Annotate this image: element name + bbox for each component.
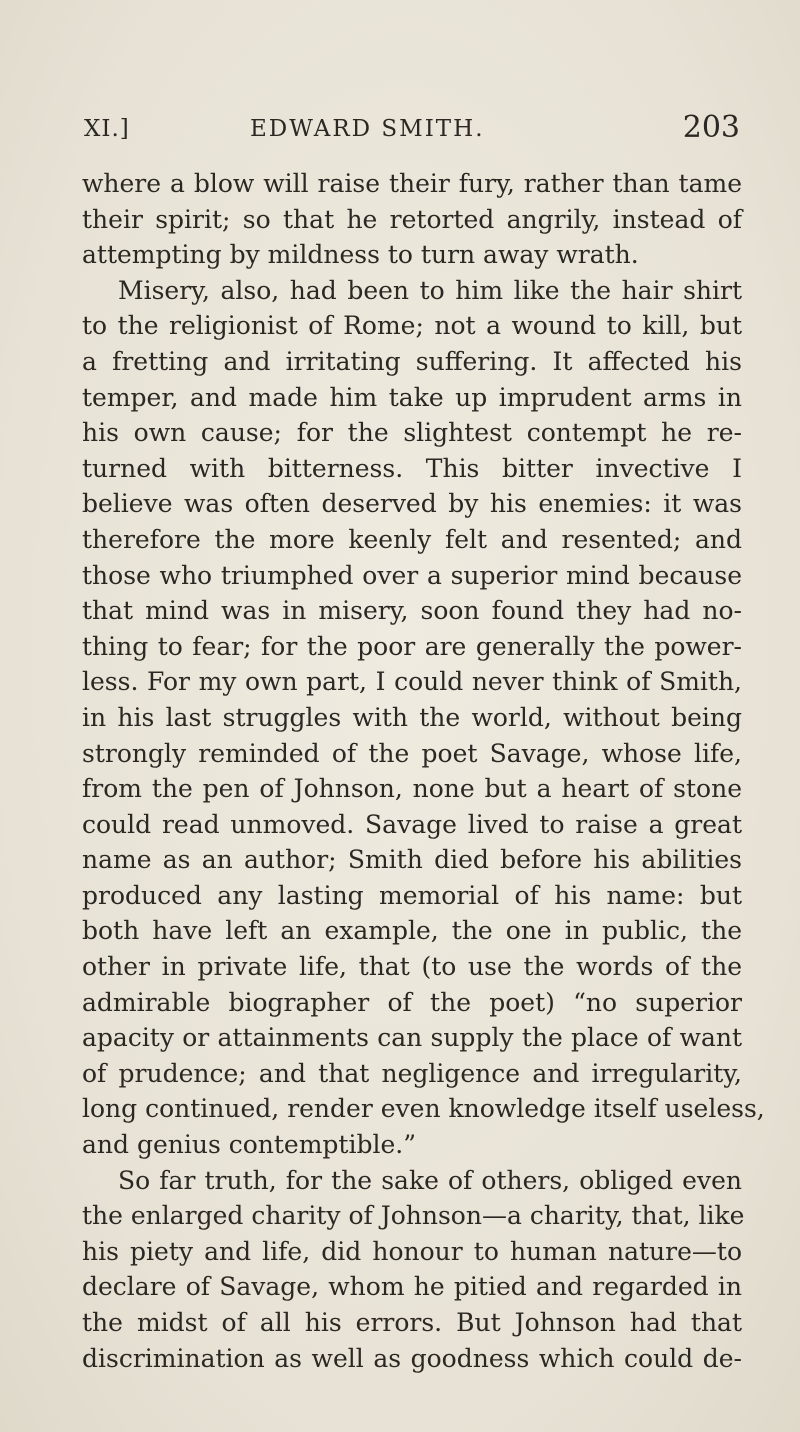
text-line: his piety and life, did honour to human nature—to	[82, 1236, 742, 1266]
text-line: and genius contemptible.”	[82, 1130, 416, 1160]
text-line: to the religionist of Rome; not a wound to kill, but	[82, 311, 742, 341]
text-line: the enlarged charity of Johnson—a charity, that, like	[82, 1201, 745, 1231]
text-line: his own cause; for the slightest contempt he re-	[82, 418, 742, 448]
text-line: the midst of all his errors. But Johnson had that	[82, 1308, 742, 1337]
text-line: strongly reminded of the poet Savage, whose life,	[82, 738, 742, 768]
text-line: believe was often deserved by his enemies: it was	[82, 489, 742, 519]
text-line: declare of Savage, whom he pitied and regarded in	[82, 1272, 742, 1302]
text-line: from the pen of Johnson, none but a heart of stone	[82, 774, 742, 804]
page-number: 203	[682, 110, 740, 145]
text-line: both have left an example, the one in public, the	[82, 916, 742, 946]
running-title: EDWARD SMITH.	[250, 116, 485, 142]
text-line: attempting by mildness to turn away wrath.	[82, 240, 639, 270]
running-header	[60, 110, 740, 150]
text-line: where a blow will raise their fury, rather than tame	[82, 169, 742, 198]
text-line: So far truth, for the sake of others, obliged even	[118, 1165, 742, 1195]
text-line: discrimination as well as goodness which could de-	[82, 1343, 742, 1373]
body-text	[82, 166, 765, 1376]
text-line: produced any lasting memorial of his name: but	[82, 880, 742, 910]
text-line: Misery, also, had been to him like the hair shirt	[118, 275, 742, 305]
text-line: admirable biographer of the poet) “no superior	[82, 987, 742, 1017]
text-line: therefore the more keenly felt and resented; and	[82, 524, 742, 554]
text-line: other in private life, that (to use the words of the	[82, 952, 742, 982]
text-line: name as an author; Smith died before his abilities	[82, 845, 742, 875]
text-line: long continued, render even knowledge itself useless,	[82, 1094, 765, 1124]
text-line: a fretting and irritating suffering. It affected his	[82, 346, 742, 376]
text-line: their spirit; so that he retorted angrily, instead of	[82, 204, 742, 234]
text-line: of prudence; and that negligence and irregularity,	[82, 1058, 742, 1088]
text-line: turned with bitterness. This bitter invective I	[82, 453, 742, 483]
text-line: those who triumphed over a superior mind because	[82, 560, 742, 590]
text-line: temper, and made him take up imprudent arms in	[82, 382, 742, 412]
text-line: that mind was in misery, soon found they had no-	[82, 596, 742, 626]
text-line: less. For my own part, I could never think of Smith,	[82, 667, 742, 697]
text-line: thing to fear; for the poor are generally the power-	[82, 631, 742, 661]
chapter-number: XI.]	[84, 116, 130, 142]
text-line: in his last struggles with the world, without being	[82, 702, 742, 732]
text-line: apacity or attainments can supply the place of want	[82, 1023, 742, 1053]
text-line: could read unmoved. Savage lived to raise a great	[82, 809, 742, 839]
